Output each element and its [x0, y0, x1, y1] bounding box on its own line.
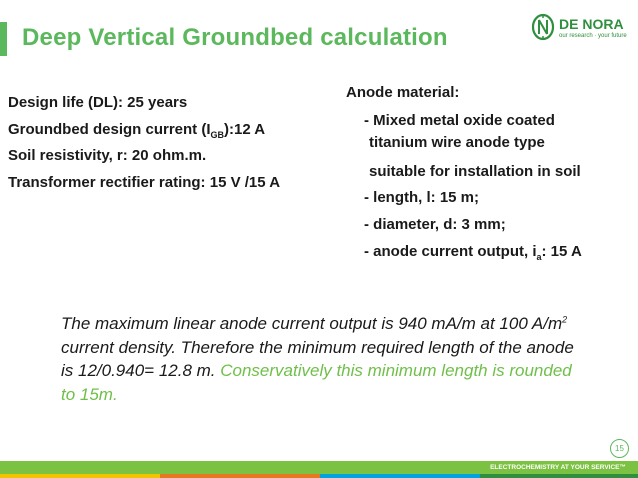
design-life: Design life (DL): 25 years — [8, 94, 188, 111]
anode-diameter: - diameter, d: 3 mm; — [364, 216, 506, 233]
logo-name: DE NORA — [559, 16, 624, 32]
input-parameters — [8, 90, 333, 196]
footer-strip-orange — [160, 474, 320, 478]
page-title: Deep Vertical Groundbed calculation — [22, 24, 448, 51]
anode-type-line2: titanium wire anode type — [369, 134, 545, 151]
anode-current-output: - anode current output, $i_a$: 15 A — [364, 243, 582, 262]
anode-heading: Anode material: — [346, 84, 460, 101]
conclusion-text: Conservatively this minimum length is rounded to 15m. — [61, 361, 572, 404]
title-accent-bar — [0, 22, 7, 56]
anode-suitability: suitable for installation in soil — [369, 163, 581, 180]
design-current: Groundbed design current $(I_{GB}):12$ A — [8, 120, 266, 140]
anode-type-line1: - Mixed metal oxide coated — [364, 112, 555, 129]
page-number: 15 — [610, 439, 629, 458]
logo-tagline: our research · your future — [559, 33, 627, 39]
footer-strip-yellow — [0, 474, 160, 478]
anode-length: - length, l: 15 m; — [364, 189, 480, 206]
footer-slogan: ELECTROCHEMISTRY AT YOUR SERVICE™ — [490, 464, 626, 471]
footer-strip-green — [480, 474, 638, 478]
transformer-rating: Transformer rectifier rating: 15 V /15 A — [8, 173, 281, 191]
company-logo — [530, 12, 630, 42]
denora-logo-icon — [530, 12, 556, 42]
calculation-note: The maximum linear anode current output is 940 mA/m at 100 $A/m^2$ current density. Therefore the minimum required length of the anode is 12/0.940= 12.8 m. Conservatively this minimum length is rounded to 15m. — [61, 314, 574, 404]
footer-strip-blue — [320, 474, 480, 478]
soil-resistivity: Soil resistivity, r: 20 ohm.m. — [8, 147, 207, 164]
